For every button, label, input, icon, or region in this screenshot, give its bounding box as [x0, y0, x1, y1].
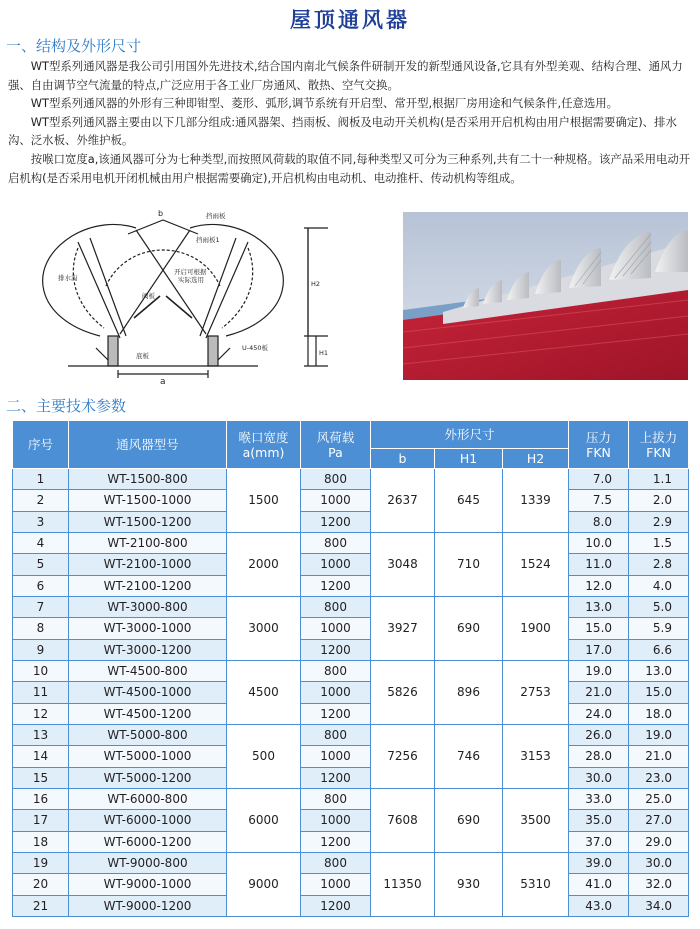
cell-model: WT-1500-1200 — [69, 511, 227, 532]
header-wind-unit: Pa — [328, 444, 343, 460]
cell-pressure: 7.0 — [569, 469, 629, 490]
cell-wind: 800 — [301, 660, 371, 681]
cell-pressure: 11.0 — [569, 554, 629, 575]
rooftop-ventilator-photo — [403, 212, 688, 380]
cell-no: 1 — [13, 469, 69, 490]
cell-no: 13 — [13, 724, 69, 745]
label-opener-2: 实际选用 — [178, 276, 204, 284]
cell-pressure: 35.0 — [569, 810, 629, 831]
cell-no: 15 — [13, 767, 69, 788]
table-row — [13, 511, 689, 532]
cell-no: 4 — [13, 532, 69, 553]
cell-model: WT-2100-1200 — [69, 575, 227, 596]
table-row — [13, 788, 689, 809]
cell-no: 20 — [13, 874, 69, 895]
cell-throat: 500 — [227, 724, 301, 788]
label-u-frame: U-450板 — [242, 344, 269, 352]
header-throat — [227, 421, 301, 469]
photo-drawing — [403, 212, 688, 380]
cell-model: WT-5000-1000 — [69, 746, 227, 767]
cell-model: WT-9000-1000 — [69, 874, 227, 895]
technical-parameters-table — [12, 420, 689, 917]
page-title: 屋顶通风器 — [290, 8, 410, 32]
cell-no: 3 — [13, 511, 69, 532]
cell-wind: 800 — [301, 532, 371, 553]
header-wind-label: 风荷载 — [316, 429, 355, 445]
cell-uplift: 25.0 — [629, 788, 689, 809]
cell-h2: 3153 — [503, 724, 569, 788]
cell-wind: 1200 — [301, 895, 371, 916]
cell-model: WT-3000-800 — [69, 596, 227, 617]
cell-wind: 1200 — [301, 575, 371, 596]
cell-h2: 1900 — [503, 596, 569, 660]
cell-b: 3927 — [371, 596, 435, 660]
cell-no: 12 — [13, 703, 69, 724]
cell-no: 5 — [13, 554, 69, 575]
cell-wind: 1000 — [301, 746, 371, 767]
cell-model: WT-6000-800 — [69, 788, 227, 809]
intro-paragraph: WT型系列通风器主要由以下几部分组成:通风器架、挡雨板、阀板及电动开关机构(是否采用开启机构由用户根据需要确定)、排水沟、泛水板、外维护板。 — [8, 114, 677, 148]
cell-uplift: 32.0 — [629, 874, 689, 895]
cell-no: 8 — [13, 618, 69, 639]
cell-pressure: 12.0 — [569, 575, 629, 596]
label-valve: 阀板 — [142, 292, 155, 300]
header-pressure — [569, 421, 629, 469]
table-row — [13, 554, 689, 575]
cell-wind: 1000 — [301, 554, 371, 575]
cell-pressure: 43.0 — [569, 895, 629, 916]
table-row — [13, 490, 689, 511]
cell-h2: 2753 — [503, 660, 569, 724]
header-pressure-label: 压力 — [586, 429, 612, 445]
cell-uplift: 27.0 — [629, 810, 689, 831]
cell-pressure: 24.0 — [569, 703, 629, 724]
cell-pressure: 21.0 — [569, 682, 629, 703]
header-h2: H2 — [503, 449, 569, 469]
cell-wind: 1000 — [301, 490, 371, 511]
cell-uplift: 15.0 — [629, 682, 689, 703]
top-cap — [128, 220, 198, 234]
cell-no: 16 — [13, 788, 69, 809]
cell-model: WT-5000-800 — [69, 724, 227, 745]
table-row — [13, 703, 689, 724]
cell-h2: 3500 — [503, 788, 569, 852]
cell-uplift: 2.8 — [629, 554, 689, 575]
cell-model: WT-1500-1000 — [69, 490, 227, 511]
cell-no: 9 — [13, 639, 69, 660]
cell-uplift: 5.0 — [629, 596, 689, 617]
ventilator-cross-section-diagram — [8, 208, 390, 388]
table-row — [13, 810, 689, 831]
intro-text — [8, 57, 692, 187]
cell-wind: 1000 — [301, 810, 371, 831]
table-row — [13, 596, 689, 617]
cell-b: 3048 — [371, 532, 435, 596]
cell-model: WT-9000-1200 — [69, 895, 227, 916]
label-width: b — [158, 209, 164, 218]
label-baffle: 挡雨板 — [206, 212, 226, 220]
cell-pressure: 7.5 — [569, 490, 629, 511]
cell-h1: 690 — [435, 596, 503, 660]
intro-paragraph: WT型系列通风器是我公司引用国外先进技术,结合国内南北气候条件研制开发的新型通风设备,它具有外型美观、结构合理、通风力强、自由调节空气流量的特点,广泛应用于各工业厂房通风、散热、空气交换。 — [8, 59, 683, 92]
header-pressure-unit: FKN — [586, 444, 611, 460]
cell-uplift: 30.0 — [629, 852, 689, 873]
header-no: 序号 — [13, 421, 69, 469]
cell-uplift: 5.9 — [629, 618, 689, 639]
table-row — [13, 724, 689, 745]
cell-uplift: 2.9 — [629, 511, 689, 532]
cell-no: 7 — [13, 596, 69, 617]
header-h1: H1 — [435, 449, 503, 469]
label-h1: H1 — [319, 349, 329, 357]
table-row — [13, 874, 689, 895]
table-row — [13, 852, 689, 873]
cell-b: 5826 — [371, 660, 435, 724]
cell-h1: 645 — [435, 469, 503, 533]
cell-uplift: 19.0 — [629, 724, 689, 745]
cell-pressure: 8.0 — [569, 511, 629, 532]
cell-no: 2 — [13, 490, 69, 511]
cell-uplift: 1.5 — [629, 532, 689, 553]
cell-uplift: 13.0 — [629, 660, 689, 681]
cell-b: 11350 — [371, 852, 435, 916]
cell-h1: 896 — [435, 660, 503, 724]
cell-h2: 5310 — [503, 852, 569, 916]
cell-wind: 1000 — [301, 874, 371, 895]
cell-uplift: 4.0 — [629, 575, 689, 596]
diagram-drawing — [8, 208, 390, 388]
cell-h1: 690 — [435, 788, 503, 852]
cell-h1: 746 — [435, 724, 503, 788]
cell-uplift: 29.0 — [629, 831, 689, 852]
header-wind — [301, 421, 371, 469]
cell-throat: 1500 — [227, 469, 301, 533]
cell-wind: 1000 — [301, 618, 371, 639]
cell-pressure: 10.0 — [569, 532, 629, 553]
cell-wind: 1200 — [301, 831, 371, 852]
header-throat-label: 喉口宽度 — [238, 429, 289, 445]
cell-model: WT-1500-800 — [69, 469, 227, 490]
cell-b: 2637 — [371, 469, 435, 533]
cell-uplift: 18.0 — [629, 703, 689, 724]
cell-model: WT-6000-1000 — [69, 810, 227, 831]
cell-model: WT-4500-1000 — [69, 682, 227, 703]
cell-uplift: 21.0 — [629, 746, 689, 767]
table-row — [13, 831, 689, 852]
cell-no: 19 — [13, 852, 69, 873]
cell-throat: 4500 — [227, 660, 301, 724]
cell-model: WT-4500-1200 — [69, 703, 227, 724]
cell-uplift: 6.6 — [629, 639, 689, 660]
cell-pressure: 26.0 — [569, 724, 629, 745]
header-uplift-unit: FKN — [646, 444, 671, 460]
cell-pressure: 17.0 — [569, 639, 629, 660]
table-row — [13, 682, 689, 703]
cell-uplift: 34.0 — [629, 895, 689, 916]
cell-model: WT-4500-800 — [69, 660, 227, 681]
cell-pressure: 28.0 — [569, 746, 629, 767]
cell-no: 11 — [13, 682, 69, 703]
table-row — [13, 767, 689, 788]
intro-paragraph: WT型系列通风器的外形有三种即钳型、菱形、弧形,调节系统有开启型、常开型,根据厂房用途和气候条件,任意选用。 — [30, 96, 619, 111]
cell-throat: 6000 — [227, 788, 301, 852]
table-body — [13, 469, 689, 917]
cell-model: WT-5000-1200 — [69, 767, 227, 788]
cell-wind: 1200 — [301, 767, 371, 788]
cell-wind: 800 — [301, 469, 371, 490]
cell-uplift: 1.1 — [629, 469, 689, 490]
cell-uplift: 2.0 — [629, 490, 689, 511]
table-row — [13, 660, 689, 681]
cell-wind: 1000 — [301, 682, 371, 703]
cell-b: 7256 — [371, 724, 435, 788]
cell-throat: 9000 — [227, 852, 301, 916]
table-row — [13, 746, 689, 767]
cell-model: WT-2100-1000 — [69, 554, 227, 575]
table-row — [13, 532, 689, 553]
cell-pressure: 37.0 — [569, 831, 629, 852]
cell-model: WT-9000-800 — [69, 852, 227, 873]
cell-no: 21 — [13, 895, 69, 916]
cell-wind: 1200 — [301, 511, 371, 532]
cell-wind: 800 — [301, 724, 371, 745]
table-row — [13, 469, 689, 490]
cell-pressure: 39.0 — [569, 852, 629, 873]
label-h2: H2 — [311, 280, 321, 288]
cell-h1: 930 — [435, 852, 503, 916]
cell-model: WT-6000-1200 — [69, 831, 227, 852]
cell-wind: 1200 — [301, 639, 371, 660]
cell-no: 6 — [13, 575, 69, 596]
header-uplift — [629, 421, 689, 469]
cell-h2: 1524 — [503, 532, 569, 596]
cell-wind: 1200 — [301, 703, 371, 724]
params-section-heading: 二、主要技术参数 — [6, 397, 127, 415]
cell-throat: 3000 — [227, 596, 301, 660]
table-row — [13, 618, 689, 639]
cell-h2: 1339 — [503, 469, 569, 533]
cell-pressure: 15.0 — [569, 618, 629, 639]
label-opener: 开启可根据 — [174, 268, 207, 276]
label-base: 底板 — [136, 352, 149, 360]
cell-no: 14 — [13, 746, 69, 767]
left-outer-shell — [43, 224, 136, 336]
label-drain: 排水沟 — [58, 274, 78, 282]
intro-paragraph: 按喉口宽度a,该通风器可分为七种类型,而按照风荷载的取值不同,每种类型又可分为三种系列,共有二十一种规格。该产品采用电动开启机构(是否采用电机开闭机械由用户根据需要确定),开启机构由电动机、电动推杆、传动机构等组成。 — [8, 151, 691, 185]
cell-h1: 710 — [435, 532, 503, 596]
cell-pressure: 33.0 — [569, 788, 629, 809]
table-row — [13, 639, 689, 660]
cell-wind: 800 — [301, 788, 371, 809]
table-row — [13, 895, 689, 916]
header-uplift-label: 上拔力 — [639, 429, 678, 445]
header-throat-unit: a(mm) — [242, 444, 285, 460]
header-model: 通风器型号 — [69, 421, 227, 469]
cell-uplift: 23.0 — [629, 767, 689, 788]
table-row — [13, 575, 689, 596]
label-baffle-1: 挡雨板1 — [196, 236, 220, 244]
cell-model: WT-3000-1000 — [69, 618, 227, 639]
cell-b: 7608 — [371, 788, 435, 852]
cell-no: 10 — [13, 660, 69, 681]
cell-throat: 2000 — [227, 532, 301, 596]
cell-pressure: 30.0 — [569, 767, 629, 788]
label-throat: a — [160, 377, 166, 387]
header-b: b — [371, 449, 435, 469]
cell-model: WT-2100-800 — [69, 532, 227, 553]
cell-no: 17 — [13, 810, 69, 831]
cell-pressure: 19.0 — [569, 660, 629, 681]
cell-pressure: 13.0 — [569, 596, 629, 617]
cell-no: 18 — [13, 831, 69, 852]
structure-section-heading: 一、结构及外形尺寸 — [6, 37, 142, 55]
header-dims: 外形尺寸 — [371, 421, 569, 449]
cell-model: WT-3000-1200 — [69, 639, 227, 660]
cell-pressure: 41.0 — [569, 874, 629, 895]
cell-wind: 800 — [301, 596, 371, 617]
cell-wind: 800 — [301, 852, 371, 873]
